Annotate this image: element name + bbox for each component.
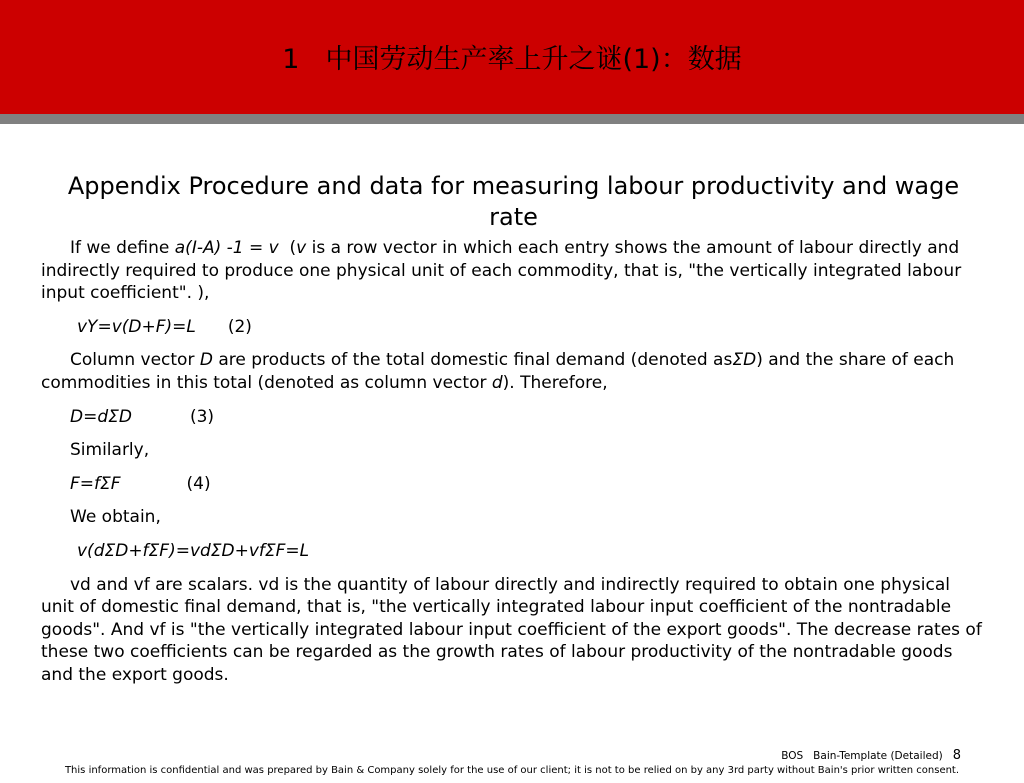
header-divider xyxy=(0,114,1024,124)
p2-var-d: D xyxy=(199,350,213,371)
equation-4-label: (4) xyxy=(186,473,211,494)
equation-3-label: (3) xyxy=(189,406,215,427)
p2-prefix: Column vector xyxy=(70,350,200,371)
equation-3-expr: D=dΣD xyxy=(70,406,132,427)
p1-expression: a(I-A) -1 = v xyxy=(174,238,279,258)
footer-template xyxy=(781,748,961,763)
template-label: BOS Bain-Template (Detailed) xyxy=(781,750,943,762)
slide-title xyxy=(0,44,1024,76)
p2-mid: are products of the total domestic final demand (denoted as xyxy=(212,350,733,371)
equation-4 xyxy=(70,473,986,496)
equation-2 xyxy=(70,316,986,339)
p1-prefix: If we define xyxy=(70,238,175,258)
equation-2-label: (2) xyxy=(227,316,252,337)
column-vector-paragraph xyxy=(41,349,986,394)
equation-5-expr: v(dΣD+fΣF)=vdΣD+vfΣF=L xyxy=(77,540,310,561)
we-obtain-text: We obtain, xyxy=(70,507,161,528)
slide-number: 1 xyxy=(282,44,300,75)
p1-rest: is a row vector in which each entry shows the amount of labour directly and indirectly required to produce one physical unit of each commodity, that is, "the vertically integrated labour input coefficient". ), xyxy=(41,238,962,304)
p2-sigma: ΣD xyxy=(732,350,757,371)
equation-4-expr: F=fΣF xyxy=(70,473,121,494)
slide-title-text: 中国劳动生产率上升之谜(1)：数据 xyxy=(325,44,742,75)
equation-2-expr: vY=v(D+F)=L xyxy=(77,316,196,337)
slide-body xyxy=(41,171,986,698)
p1-variable: v xyxy=(296,238,307,258)
page-number: 8 xyxy=(952,748,961,763)
scalars-paragraph: vd and vf are scalars. vd is the quantity of labour directly and indirectly required to obtain one physical unit of domestic final demand, that is, "the vertically integrated labour input coefficient of the nontradable goods". And vf is "the vertically integrated labour input coefficient of the export goods". The decrease rates of these two coefficients can be regarded as the growth rates of labour productivity of the nontradable goods and the export goods. xyxy=(41,574,982,685)
p1-mid: ( xyxy=(278,238,297,258)
appendix-heading: Appendix Procedure and data for measuring labour productivity and wage rate xyxy=(67,172,960,231)
p2-mid2: ) and the share of each commodities in this total (denoted as column vector xyxy=(41,350,955,393)
equation-3 xyxy=(70,406,986,429)
equation-5 xyxy=(70,540,986,563)
similarly-text: Similarly, xyxy=(70,440,150,461)
p2-var-small-d: d xyxy=(491,372,503,393)
confidentiality-notice: This information is confidential and was prepared by Bain & Company solely for the use of our client; it is not to be relied on by any 3rd party without Bain's prior written consent. xyxy=(64,765,960,776)
definition-paragraph xyxy=(41,237,986,305)
p2-end: ). Therefore, xyxy=(502,372,608,393)
